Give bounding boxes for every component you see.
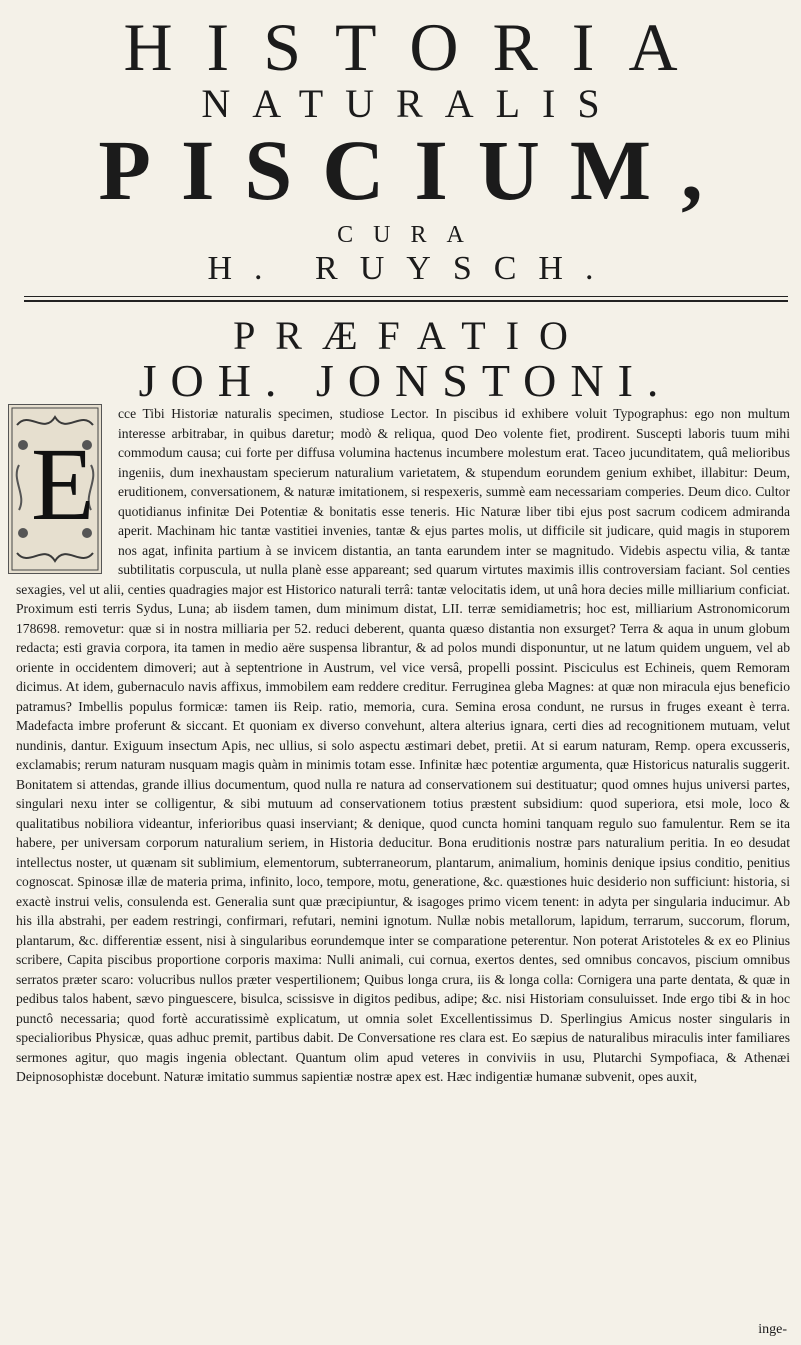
- title-historia: HISTORIA: [123, 9, 712, 85]
- ornamental-initial-frame: [8, 404, 102, 574]
- preface-author: JOH. JONSTONI.: [138, 355, 673, 406]
- curator-name: H. RUYSCH.: [207, 250, 616, 287]
- divider-thick: [24, 300, 788, 302]
- catchword: inge-: [758, 1322, 787, 1337]
- divider-thin: [24, 296, 788, 297]
- drop-cap-letter: E: [31, 427, 95, 542]
- preface-text: cce Tibi Historiæ naturalis specimen, studiose Lector. In piscibus id exhibere voluit Typographus: ego non multum interesse arbitrabar, in quibus daretur; modò & reliqua, quod Deo volente fiet, prodirent. Suscepti laboris tuum mihi commodum causa; cui forte per diffusa volumina hactenus incumbere molestum erat. Taceo jucunditatem, quâ melioribus ingeniis, dum inexhaustam specierum naturalium varietatem, & stupendum eorundem genium exhibet, illabitur: Deum, eruditionem, conversationem, & naturæ imitationem, si respexeris, summè eam necessariam comperies. Deum dico. Cultor quotidianus infinitæ Dei Potentiæ & bonitatis esse teneris. Hic Naturæ liber tibi ejus post sacrum codicem admiranda aperit. Machinam hic tantæ vastitiei invenies, tantæ & ejus partes molis, ut difficile sit judicare, quid magis in stuporem nos agat, infinita partium à se invicem distantia, an tanta earundem inter se magnitudo. Videbis aspectu vilia, & tantæ subtilitatis corpuscula, ut nulla planè esse appareant; sed quarum virtutes maximis illis controversiam faciant. Sol centies sexagies, vel ut alii, centies quadragies major est Historico naturali terrâ: tantæ velocitatis idem, ut unâ hora decies mille milliarium conficiat. Proximum esti terris Sydus, Luna; ab iisdem tamen, dum minimum distat, LII. terræ semidiametris; hoc est, milliarium Astronomicorum 178698. removetur: quæ si in nostra milliaria per 52. reduci deberent, quanta quæso distantia non exsurget? Terra & aqua in unum globum redacta; esti gravia corpora, ita tamen in medio aëre suspensa librantur, & ad polos mundi disponuntur, ut ne latum quidem unguem, vel ab oriente in occidentem dimoveri; aut à septentrione in Austrum, vel vice versâ, propelli possint. Pisciculus est Echineis, quem Remoram dicimus. At idem, gubernaculo navis affixus, immobilem eam reddere creditur. Ferruginea gleba Magnes: at quæ non miracula ejus beneficio patramus? Imbellis populus formicæ: tamen iis Reip. ratio, memoria, cura. Semina erosa condunt, ne rursus in fruges exeant è terra. Madefacta imbre proferunt & siccant. Et quoniam ex diverso convehunt, altera alterius ignara, certi dies ad recognitionem mutuam, velut nundinis, dantur. Exiguum insectum Apis, nec ullius, si solo aspectu æstimari debet, pretii. At si earum naturam, Remp. opera excusseris, exclamabis; rerum naturam nusquam magis quàm in minimis totam esse. Infinitæ hæc potentiæ argumenta, quæ Historicus naturalis suggerit. Bonitatem si attendas, grande illius documentum, quod nulla re natura ad conservationem sui destituatur; quod omnes hujus universi partes, singulari nexu inter se colligentur, & sibi mutuum ad conservationem totius præstent subsidium: quod superiora, etsi mole, loco & qualitatibus nobiliora videantur, inferioribus quasi inserviant; & denique, quod cuncta homini tanquam regulo suo famulentur. Rem se ita habere, per universam corporum naturalium seriem, in Historia deducitur. Bona eruditionis nostræ pars naturalium peritia. In eo desudat intellectus noster, ut quænam sit sublimium, elementorum, subterraneorum, plantarum, animalium, hominis denique ipsius conditio, penitius cognoscat. Spinosæ illæ de materia prima, infinito, loco, tempore, motu, generatione, &c. quæstiones huic desiderio non sufficiunt: historia, si exactè instrui velis, consulenda est. Generalia sunt quæ præcipiuntur, & isagoges primo vicem tenent: in adyta per singularia inducimur. Ab his illa abstrahi, per eadem restringi, confirmari, refutari, nemini ignotum. Nullæ nobis metallorum, lapidum, terrarum, succorum, florum, plantarum, &c. differentiæ essent, nisi à singularibus eorundemque inter se comparatione peterentur. Non poterat Aristoteles & ex eo Plinius scribere, Capita piscibus proportione corporis maxima: Nulli animali, cui cornua, exertos dentes, sed omnibus concavos, piscium omnibus serratos præter scaro: volucribus nullos præter vespertilionem; Quibus longa crura, iis & longa colla: Cornigera una parte dentata, & quæ in pedibus talos habent, sævo pinguescere, bisulca, scissisve in digitos pedibus, adipe; &c. nisi Historiam consuluisset. Inde ergo tibi & in hoc punctô necessaria; quod fortè accuratissimè explicatum, ut omnia solet Excellentissimus D. Sperlingius Amicus noster singularis in specialioribus Physicæ, quas adhuc premit, partibus dabit. De Conversatione res clara est. Eo sæpius de naturalibus miraculis inter familiares sermones agitur, quo magis ingenia oblectant. Quantum olim apud veteres in conviviis in usu, Plutarchi Sympofiaca, & Athenæi Deipnosophistæ docebunt. Naturæ imitatio summus sapientiæ nostræ apex est. Hæc indigentiæ humanæ subvenit, opes auxit,: [16, 406, 790, 1084]
- preface-body: [16, 404, 790, 1087]
- title-naturalis: NATURALIS: [201, 81, 622, 126]
- preface-heading: PRÆFATIO: [233, 313, 588, 358]
- curator-label: CURA: [337, 222, 484, 248]
- title-piscium: PISCIUM,: [98, 122, 733, 218]
